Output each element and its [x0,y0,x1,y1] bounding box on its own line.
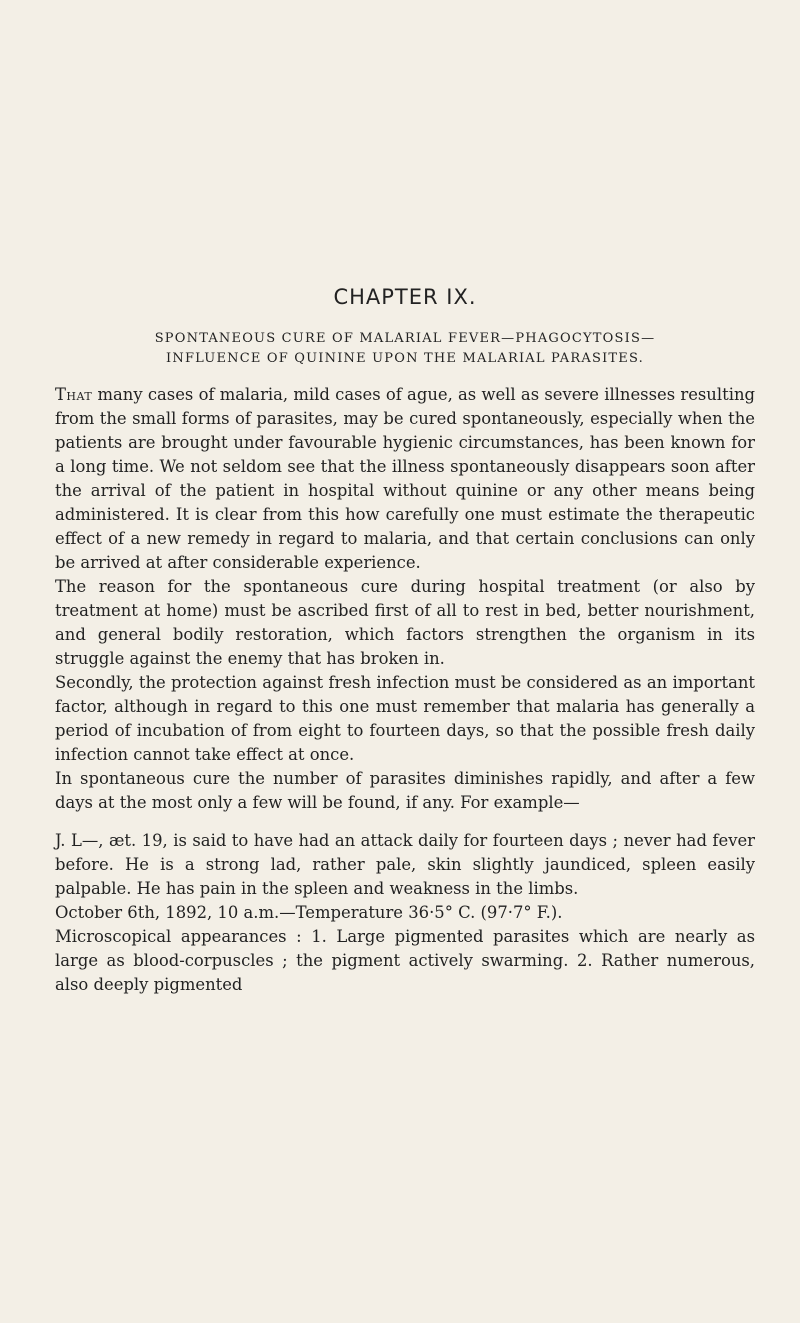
chapter-title: CHAPTER IX. [333,285,477,309]
paragraph-1-lead: That [55,385,93,404]
paragraph-6: October 6th, 1892, 10 a.m.—Temperature 36·5° C. (97·7° F.). [55,903,563,922]
subtitle-line-1: SPONTANEOUS CURE OF MALARIAL FEVER—PHAGOCYTOSIS— [154,331,656,346]
paragraph-4: In spontaneous cure the number of parasites diminishes rapidly, and after a few days at the most only a few will be found, if any. For example— [55,769,755,812]
paragraph-2: The reason for the spontaneous cure during hospital treatment (or also by treatment at home) must be ascribed first of all to rest in bed, better nourishment, and general bodily restoration, which factors strengthen the organism in its struggle against the enemy that has broken in. [55,577,755,668]
paragraph-3: Secondly, the protection against fresh infection must be considered as an important factor, although in regard to this one must remember that malaria has generally a period of incubation of from eight to fourteen days, so that the possible fresh daily infection cannot take effect at once. [55,673,755,764]
paragraph-1 [55,383,755,575]
paragraph-7: Microscopical appearances : 1. Large pigmented parasites which are nearly as large as blood-corpuscles ; the pigment actively swarming. 2. Rather numerous, also deeply pigmented [55,927,755,994]
book-page [55,285,755,997]
subtitle-line-2: INFLUENCE OF QUININE UPON THE MALARIAL PARASITES. [166,351,644,366]
paragraph-1-text: many cases of malaria, mild cases of ague, as well as severe illnesses resulting from the small forms of parasites, may be cured spontaneously, especially when the patients are brought under favourable hygienic circumstances, has been known for a long time. We not seldom see that the illness spontaneously disappears soon after the arrival of the patient in hospital without quinine or any other means being administered. It is clear from this how carefully one must estimate the therapeutic effect of a new remedy in regard to malaria, and that certain conclusions can only be arrived at after considerable experience. [55,385,755,572]
chapter-subtitle [55,329,755,369]
paragraph-5: J. L—, æt. 19, is said to have had an attack daily for fourteen days ; never had fever before. He is a strong lad, rather pale, skin slightly jaundiced, spleen easily palpable. He has pain in the spleen and weakness in the limbs. [55,831,755,898]
